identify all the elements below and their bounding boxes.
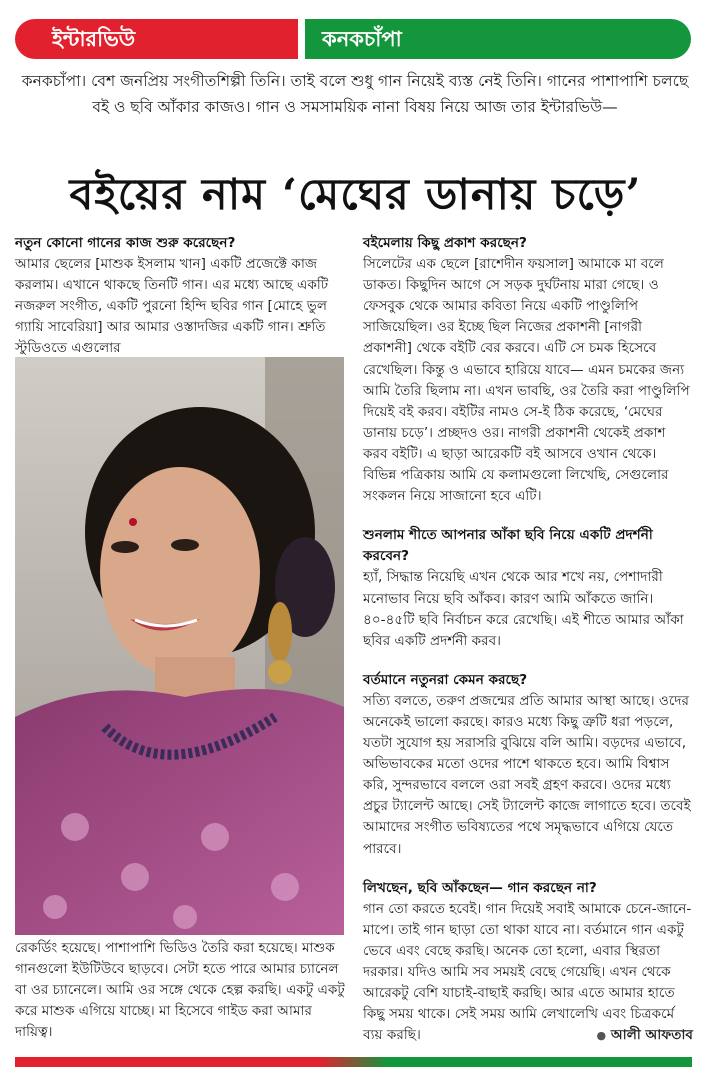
question-5: লিখছেন, ছবি আঁকছেন— গান করছেন না? (363, 879, 597, 896)
answer-2: সিলেটের এক ছেলে [রাশেদীন ফয়সাল] আমাকে মা বলে ডাকত। কিছুদিন আগে সে সড়ক দুর্ঘটনায় মারা গেছে। ও ফেসবুক থেকে আমার কবিতা নিয়ে একটি পাণ্ডুলিপি সাজিয়েছিল। ওর ইচ্ছে ছিল নিজের প্রকাশনী [নাগরী প্রকাশনী] থেকে বইটি বের করবে। এটি সে চমক হিসেবে রেখেছিল। কিন্তু ও এভাবে হারিয়ে যাবে— এমন চমকের জন্য আমি তৈরি ছিলাম না। এখন ভাবছি, ওর তৈরি করা পাণ্ডুলিপি দিয়েই বই করব। বইটির নামও সে-ই ঠিক করেছে, ‘মেঘের ডানায় চড়ে’। প্রচ্ছদও ওর। নাগরী প্রকাশনী থেকেই প্রকাশ করব বইটি। এ ছাড়া আরেকটি বই আসবে ওখান থেকে। বিভিন্ন পত্রিকায় আমি যে কলামগুলো লিখেছি, সেগুলোর সংকলন নিয়ে সাজানো হবে এটি। (363, 256, 690, 505)
portrait-illustration (15, 357, 344, 935)
answer-1: আমার ছেলের [মাশুক ইসলাম খান] একটি প্রজেক্টে কাজ করলাম। এখানে থাকছে তিনটি গান। এর মধ্যে আছে একটি নজরুল সংগীত, একটি পুরনো হিন্দি ছবির গান [মোহে ভুল গ্যায়ি সাবেরিয়া] আর আমার ওস্তাদজির একটি গান। শ্রুতি স্টুডিওতে এগুলোর (15, 256, 329, 357)
portrait-photo (15, 357, 344, 935)
left-column-top (15, 233, 343, 360)
question-1: নতুন কোনো গানের কাজ শুরু করেছেন? (15, 235, 236, 251)
question-2: বইমেলায় কিছু প্রকাশ করছেন? (363, 235, 527, 251)
bullet-icon: ● (596, 1029, 607, 1043)
section-label: ইন্টারভিউ (15, 19, 298, 59)
answer-5-text: গান তো করতে হবেই। গান দিয়েই সবাই আমাকে চেনে-জানে-মাপে। তাই গান ছাড়া তো থাকা যাবে না। বর্তমানে গান একটু ভেবে এবং বেছে করছি। অনেক তো হলো, এবার স্থিরতা দরকার। যদিও আমি সব সময়ই বেছে গেয়েছি। এখন থেকে আরেকটু বেশি যাচাই-বাছাই করছি। আর এতে আমার হাতে কিছু সময় থাকে। সেই সময় আমি লেখালেখি এবং চিত্রকর্মে ব্যয় করছি। (363, 900, 692, 1044)
answer-1-continued: রেকর্ডিং হয়েছে। পাশাপাশি ভিডিও তৈরি করা হয়েছে। মাশুক গানগুলো ইউটিউবে ছাড়বে। সেটা হতে পারে আমার চ্যানেল বা ওর চ্যানেলে। আমি ওর সঙ্গে থেকে হেল্প করছি। একটু একটু করে মাশুক এগিয়ে যাচ্ছে। মা হিসেবে গাইড করা আমার দায়িত্ব। (15, 940, 345, 1041)
answer-3: হ্যাঁ, সিদ্ধান্ত নিয়েছি এখন থেকে আর শখে নয়, পেশাদারী মনোভাব নিয়ে ছবি আঁকব। কারণ আমি আঁকতে জানি। ৪০-৪৫টি ছবি নির্বাচন করে রেখেছি। এই শীতে আমার আঁকা ছবির একটি প্রদর্শনী করব। (363, 569, 684, 649)
answer-4: সত্যি বলতে, তরুণ প্রজন্মের প্রতি আমার আস্থা আছে। ওদের অনেকেই ভালো করছে। কারও মধ্যে কিছু ত্রুটি ধরা পড়লে, যতটা সুযোগ হয় সরাসরি বুঝিয়ে বলি আমি। বড়দের এভাবে, অভিভাবকের মতো ওদের পাশে থাকতে হবে। আমি বিশ্বাস করি, সুন্দরভাবে বললে ওরা সবই গ্রহণ করবে। ওদের মধ্যে প্রচুর ট্যালেন্ট আছে। সেই ট্যালেন্ট কাজে লাগাতে হবে। তবেই আমাদের সংগীত ভবিষ্যতের পথে সমৃদ্ধভাবে এগিয়ে যেতে পারবে। (363, 692, 691, 857)
answer-5 (363, 899, 693, 1047)
byline (597, 1025, 693, 1046)
question-3: শুনলাম শীতে আপনার আঁকা ছবি নিয়ে একটি প্রদর্শনী করবেন? (363, 527, 653, 565)
intro-text: কনকচাঁপা। বেশ জনপ্রিয় সংগীতশিল্পী তিনি। তাই বলে শুধু গান নিয়েই ব্যস্ত নেই তিনি। গানের পাশাপাশি চলছে বই ও ছবি আঁকার কাজও। গান ও সমসাময়িক নানা বিষয় নিয়ে আজ তার ইন্টারভিউ— (21, 72, 689, 116)
left-column-bottom (15, 938, 345, 1043)
author-name: আলী আফতাব (610, 1027, 693, 1044)
question-4: বর্তমানে নতুনরা কেমন করছে? (363, 671, 528, 688)
headline: বইয়ের নাম ‘মেঘের ডানায় চড়ে’ (69, 170, 642, 220)
interviewee-name-banner: কনকচাঁপা (305, 19, 691, 59)
footer-color-bar (15, 1057, 692, 1067)
right-column (363, 233, 693, 1046)
